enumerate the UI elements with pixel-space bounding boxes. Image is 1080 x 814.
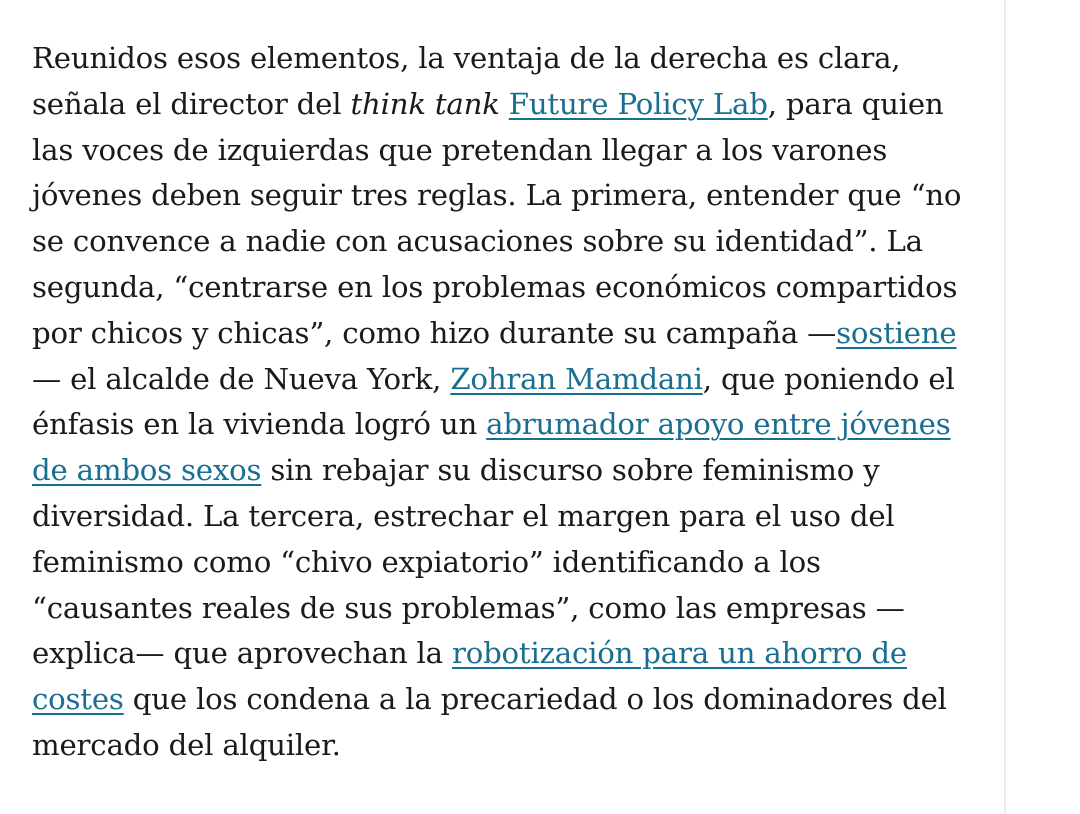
paragraph-line — [32, 723, 950, 769]
text-run: feminismo como “chivo expiatorio” identificando a los — [32, 544, 821, 579]
link-robotizacion[interactable]: robotización para un ahorro de — [451, 636, 907, 671]
text-run: por chicos y chicas”, como hizo durante su campaña — — [32, 315, 837, 350]
paragraph-line — [32, 36, 950, 82]
text-run: — el alcalde de Nueva York, — [32, 361, 451, 396]
link-abrumador-apoyo[interactable]: de ambos sexos — [32, 453, 262, 488]
emphasis-text: think tank — [350, 86, 500, 121]
link-sostiene[interactable]: sostiene — [836, 315, 957, 350]
text-run: sin rebajar su discurso sobre feminismo y — [261, 453, 880, 488]
paragraph-line — [32, 128, 950, 174]
paragraph-line — [32, 586, 950, 632]
paragraph-line — [32, 631, 950, 677]
article-body — [32, 36, 962, 769]
text-run: que los condena a la precariedad o los dominadores del — [123, 682, 947, 717]
text-run: diversidad. La tercera, estrechar el margen para el uso del — [32, 498, 895, 533]
paragraph-line — [32, 448, 950, 494]
link-future-policy-lab[interactable]: Future Policy Lab — [508, 86, 768, 121]
text-run: las voces de izquierdas que pretendan llegar a los varones — [32, 132, 888, 167]
text-run: “causantes reales de sus problemas”, como las empresas — — [32, 590, 905, 625]
link-abrumador-apoyo[interactable]: abrumador apoyo entre jóvenes — [486, 407, 951, 442]
page-edge-divider — [1004, 0, 1006, 814]
text-run: Reunidos esos elementos, la ventaja de la derecha es clara, — [32, 41, 901, 75]
paragraph-line — [32, 357, 955, 403]
paragraph-line — [32, 494, 950, 540]
text-run: señala el director del — [32, 86, 351, 121]
paragraph-line — [32, 677, 950, 723]
paragraph-line — [32, 219, 950, 265]
paragraph-line — [32, 311, 957, 357]
paragraph-line — [32, 540, 950, 586]
text-run: segunda, “centrarse en los problemas económicos compartidos — [32, 269, 958, 304]
text-run: explica— que aprovechan la — [32, 636, 452, 671]
text-run: jóvenes deben seguir tres reglas. La primera, entender que “no — [32, 178, 962, 213]
link-zohran-mamdani[interactable]: Zohran Mamdani — [450, 361, 703, 396]
paragraph-line — [32, 173, 962, 219]
paragraph-line — [32, 82, 950, 128]
article-paragraph — [32, 36, 962, 769]
text-run: mercado del alquiler. — [32, 727, 341, 762]
text-run: énfasis en la vivienda logró un — [32, 407, 487, 442]
text-run: , que poniendo el — [702, 361, 955, 396]
link-robotizacion[interactable]: costes — [32, 682, 124, 717]
text-run: se convence a nadie con acusaciones sobre su identidad”. La — [32, 224, 923, 259]
text-run: , para quien — [767, 86, 944, 121]
paragraph-line — [32, 402, 950, 448]
paragraph-line — [32, 265, 958, 311]
text-run — [500, 87, 509, 121]
